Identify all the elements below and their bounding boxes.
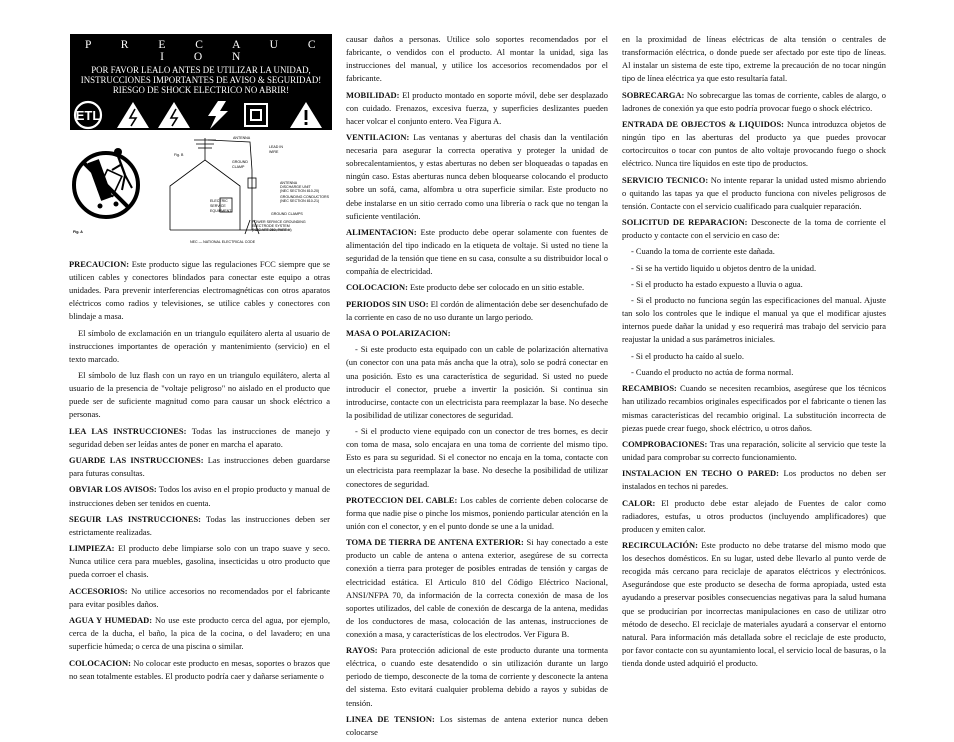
section-heading: PERIODOS SIN USO: [346, 298, 429, 309]
paragraph-text: en la proximidad de líneas eléctricas de alta tensión o centrales de transformación eléctrica, o donde puede ser afectado por este tipo de líneas. Al instalar un sistema de este tipo, extreme la precaución de no tocar ningún tipo de línea eléctrica ya que esto resultaría fatal. [622, 34, 886, 84]
figures-panel [70, 130, 332, 248]
section-paragraph [622, 382, 886, 434]
section-heading: PRECAUCION: [69, 259, 129, 269]
paragraph-text: causar daños a personas. Utilice solo soportes recomendados por el fabricante, o vendidos con el producto. Al montar la unidad, siga las instrucciones del manual, y utilice los accesorios recomendados por el fabricante. [346, 34, 608, 84]
caution-title: P R E C A U C I O N [84, 39, 330, 63]
section-heading: RAYOS: [346, 645, 378, 656]
section-paragraph [346, 327, 608, 340]
paragraph-text: El producto debe limpiarse solo con un trapo suave y seco. Nunca utilice cera para muebles, gasolina, insecticidas u otro producto que pueda corroer el chasis. [69, 543, 330, 580]
section-heading: AGUA Y HUMEDAD: [69, 615, 153, 626]
section-heading: OBVIAR LOS AVISOS: [69, 484, 157, 495]
paragraph-text: Desconecte de la toma de corriente el producto y contacte con el servicio en caso de: [622, 216, 886, 241]
section-paragraph [346, 644, 608, 709]
section-heading: VENTILACION: [346, 132, 410, 143]
section-heading: LEA LAS INSTRUCCIONES: [69, 425, 187, 436]
column-3 [622, 33, 886, 673]
cart-tipover-warning-figure [74, 148, 138, 217]
section-paragraph [622, 216, 886, 242]
paragraph-text: Los sistemas de antena exterior nunca deben colocarse [346, 713, 608, 737]
section-heading: RECAMBIOS: [622, 383, 677, 394]
section-paragraph [346, 713, 608, 739]
paragraph-text: - Si se ha vertido liquido u objetos dentro de la unidad. [631, 262, 817, 273]
paragraph-text: Este producto debe ser colocado en un sitio estable. [407, 282, 585, 293]
fig-b-label: Fig. B [174, 153, 184, 157]
section-heading: MOBILIDAD: [346, 89, 400, 100]
paragraph-text: Todas las instrucciones de manejo y seguridad deben ser leídas antes de poner en marcha el aparato. [69, 425, 331, 449]
section-paragraph [622, 539, 886, 670]
label-ground: GROUND [232, 160, 248, 164]
body-paragraph [622, 294, 886, 346]
section-heading: TOMA DE TIERRA DE ANTENA EXTERIOR: [346, 537, 524, 548]
paragraph-text: Todos los aviso en el propio producto y manual de instrucciones deben ser tenidos en cuenta. [69, 484, 330, 508]
section-paragraph [622, 438, 886, 464]
paragraph-text: Este producto debe operar solamente con fuentes de alimentación del tipo indicado en la etiqueta de voltaje. Si usted no tiene la seguridad de la tensión que tiene en su casa, consulte a su distribuidor local o compañía de electricidad. [346, 226, 608, 277]
paragraph-text: Nunca introduzca objetos de ningún tipo en las aberturas del producto ya que puedes provocar cortocircuitos o tocar con puntos de alto voltaje provocando fuego o shock eléctrico. Nunca tire líquidos en este tipo de productos. [622, 118, 886, 169]
label-nec-art: (NEC ART 250, PART H) [252, 228, 292, 232]
section-paragraph [346, 536, 608, 641]
body-paragraph [622, 262, 886, 275]
section-paragraph [346, 226, 608, 278]
body-paragraph [346, 425, 608, 490]
svg-text:ETL: ETL [75, 108, 101, 123]
paragraph-text: Para protección adicional de este producto durante una tormenta eléctrica, o cuando este desatendido o sin utilización durante un largo periodo de tiempo, desconecte de la toma de corriente y desconecte la antena del sistema. Esto evitará cualquier problema debido a rayos y subidas de tensión. [346, 645, 608, 708]
section-paragraph [69, 542, 330, 581]
body-paragraph [69, 327, 330, 366]
section-heading: LIMPIEZA: [69, 543, 115, 554]
paragraph-text: Los productos no deben ser instalados en techos ni paredes. [622, 468, 886, 492]
section-paragraph [69, 585, 330, 611]
section-paragraph [622, 118, 886, 170]
section-paragraph [69, 513, 330, 539]
paragraph-text: - Si el producto ha caído al suelo. [631, 350, 744, 361]
section-paragraph [346, 494, 608, 533]
fig-a-label: Fig. A [73, 230, 83, 234]
label-ground-clamps: GROUND CLAMPS [271, 212, 303, 216]
body-paragraph [622, 278, 886, 291]
body-paragraph [622, 350, 886, 363]
lightning-warning-icon [117, 102, 149, 128]
section-heading: GUARDE LAS INSTRUCCIONES: [69, 455, 204, 466]
lightning-warning-icon-2 [158, 102, 190, 128]
paragraph-text: No utilice accesorios no recomendados por el fabricante para evitar posibles daños. [69, 585, 330, 609]
section-heading: SOLICITUD DE REPARACION: [622, 216, 748, 227]
caution-line-3: RIESGO DE SHOCK ELECTRICO NO ABRIR! [112, 85, 290, 96]
section-paragraph [346, 281, 608, 294]
paragraph-text: Todas las instrucciones deben ser estrictamente realizadas. [69, 513, 330, 537]
section-paragraph [69, 425, 330, 451]
paragraph-text: No intente reparar la unidad usted mismo abriendo o quitando las tapas ya que el producto funciona con niveles peligrosos de tensión. Contacte con el servicio cualificado para cualquier reparación. [622, 174, 886, 211]
section-paragraph [622, 174, 886, 213]
exclamation-warning-icon [290, 102, 322, 128]
paragraph-text: - Si el producto viene equipado con un conector de tres bornes, es decir con toma de masa, solo encajara en una toma de corriente del mismo tipo. Esto es para su seguridad. Si el conector no encaja en la toma, contacte con un electricista para reemplazar la base. No deseche la posibilidad de utilizar conectores de seguridad. [346, 426, 608, 489]
section-paragraph [622, 89, 886, 115]
column-2 [346, 33, 608, 742]
section-paragraph [69, 614, 330, 653]
section-heading: ACCESORIOS: [69, 585, 128, 596]
section-paragraph [69, 454, 330, 480]
paragraph-text: Este producto no debe tratarse del mismo modo que los desechos domésticos. En su lugar, usted debe llevarlo al punto verde de recogida más cercano para reciclaje de aparatos eléctricos y electrónicos. Asegurándose que este producto se desecha de forma apropiada, usted esta ayudando a preservar posibles consecuencias negativas para la salud humana que se producirían por incorrectas manipulaciones en caso de utilizar otro método de desecho. El reciclaje de materiales ayudará a conservar el entorno natural. Para información más detallada sobre el reciclaje de este producto, por favor contacte con su ayuntamiento local, el servicio local de basuras, o la tienda donde usted adquirió el producto. [622, 540, 886, 668]
double-insulation-icon [245, 104, 267, 126]
paragraph-text: No use este producto cerca del agua, por ejemplo, cerca de la ducha, el baño, la pica de la cocina, o del lavadero; en una superficie húmeda; o cerca de una piscina o similar. [69, 615, 330, 652]
body-paragraph [622, 366, 886, 379]
section-paragraph [346, 131, 608, 223]
caution-banner [70, 34, 332, 98]
section-heading: COMPROBACIONES: [622, 438, 708, 449]
section-heading: MASA O POLARIZACION: [346, 328, 451, 339]
paragraph-text: Cuando se necesiten recambios, asegúrese que los técnicos han utilizado recambios originales especificados por el fabricante o tienen las mismas características del recambio original. La substitución incorrecta de piezas puede crear fuego, shock eléctrico, u otros daños. [622, 383, 886, 433]
section-paragraph [622, 467, 886, 493]
section-heading: RECIRCULACIÓN: [622, 540, 698, 551]
label-clamp: CLAMP [232, 165, 245, 169]
safety-symbols-strip [70, 98, 332, 132]
paragraph-text: Este producto sigue las regulaciones FCC siempre que se utilicen cables y conectores blindados para conectar este equipo a otras unidades. Para prevenir interferencias electromagnéticas con otros aparatos eléctricos como radios y televisiones, se utilice cables y conectores con blindaje a masa. [69, 259, 330, 322]
caution-line-1: POR FAVOR LEALO ANTES DE UTILIZAR LA UNIDAD, [91, 65, 311, 75]
label-power-service: POWER SERVICE GROUNDING [252, 220, 306, 224]
section-paragraph [69, 657, 330, 683]
section-heading: ALIMENTACION: [346, 226, 417, 237]
paragraph-text: - Si el producto ha estado expuesto a lluvia o agua. [631, 278, 803, 289]
label-antenna-discharge: ANTENNA [280, 181, 298, 185]
label-nec-810-20: (NEC SECTION 810-20) [280, 189, 320, 193]
section-heading: SOBRECARGA: [622, 89, 685, 100]
paragraph-text: No colocar este producto en mesas, soportes o brazos que no sean totalmente estables. El producto podría caer y dañarse seriamente o [69, 657, 330, 681]
section-paragraph [69, 483, 330, 509]
lightning-bolt-icon [208, 101, 228, 129]
label-equipment: EQUIPMENT [210, 209, 232, 213]
etl-listed-icon [75, 102, 101, 128]
paragraph-text: El símbolo de exclamación en un triangulo equilátero alerta al usuario de instrucciones importantes de operación y mantenimiento (servicio) en el texto marcado. [69, 327, 330, 364]
section-heading: LINEA DE TENSION: [346, 713, 435, 724]
section-paragraph [622, 497, 886, 536]
paragraph-text: - Cuando el producto no actúa de forma normal. [631, 367, 794, 378]
paragraph-text: Tras una reparación, solicite al servicio que teste la unidad para comprobar su correcto funcionamiento. [622, 438, 886, 462]
paragraph-text: El producto debe estar alejado de Fuentes de calor como radiadores, estufas, u otros productos (incluyendo amplificadores) que producen y emiten calor. [622, 497, 886, 534]
body-paragraph [69, 369, 330, 421]
label-service: SERVICE [210, 204, 226, 208]
section-paragraph [69, 258, 330, 323]
section-heading: SERVICIO TECNICO: [622, 174, 709, 185]
paragraph-text: - Si este producto esta equipado con un cable de polarización alternativa (un conector con una pata más ancha que la otra), solo se podrá conectar en una posición. Esto es una característica de seguridad. Si usted no puede introducir el conector, pruebe a invertir la posición. Si continua sin introducirse, contacte con un electricista para reemplazar la base. No deseche la posibilidad de utilizar conectores de seguridad. [346, 344, 608, 420]
body-paragraph [622, 245, 886, 258]
paragraph-text: - Si el producto no funciona según las especificaciones del manual. Ajuste tan solo los controles que le indique el manual ya que el modificar ajustes internos puede dañar la unidad y eso requerirá mas trabajo del servicio para reajustar la unidad a sus parámetros iniciales. [622, 295, 886, 345]
paragraph-text: Las instrucciones deben guardarse para futuras consultas. [69, 455, 330, 479]
section-heading: SEGUIR LAS INSTRUCCIONES: [69, 513, 201, 524]
section-heading: PROTECCION DEL CABLE: [346, 494, 458, 505]
section-paragraph [346, 298, 608, 324]
body-paragraph [346, 343, 608, 422]
label-electrode: ELECTRODE SYSTEM [252, 224, 290, 228]
section-paragraph [346, 89, 608, 128]
label-electric: ELECTRIC [210, 199, 228, 203]
paragraph-text: El cordón de alimentación debe ser desenchufado de la corriente en caso de no uso durante un largo periodo. [346, 298, 608, 322]
section-heading: ENTRADA DE OBJECTOS & LIQUIDOS: [622, 118, 784, 129]
paragraph-text: El símbolo de luz flash con un rayo en un triangulo equilátero, alerta al usuario de la presencia de "voltaje peligroso" no aislado en el producto que puede ser de suficiente magnitud como para causar un shock eléctrico a personas. [69, 370, 330, 420]
section-heading: COLOCACION: [69, 657, 131, 668]
label-nec: NEC — NATIONAL ELECTRICAL CODE [190, 240, 256, 244]
paragraph-text: Si hay conectado a este producto un cable de antena o antena exterior, asegúrese de su correcta conexión a tierra para proteger de posibles entradas de tensión y cargas de electricidad estática. El Articulo 810 del Código Eléctrico Nacional, ANSI/NFPA 70, da información de la correcta conexión de masa de los soportes utilizados, del cable de conexión de descarga de la antena, medidas de los conductores de masa, colocación de las antenas, instrucciones de conexión a masa, y características de los electrodos. Ver Figura B. [346, 537, 608, 639]
label-discharge-unit: DISCHARGE UNIT [280, 185, 311, 189]
body-paragraph [346, 33, 608, 85]
section-heading: INSTALACION EN TECHO O PARED: [622, 468, 779, 479]
paragraph-text: El producto montado en soporte móvil, debe ser desplazado con cuidado. Frenazos, excesiva fuerza, y superficies deslizantes pueden hacer volcar el conjunto entero. Vea Figura A. [346, 89, 608, 126]
label-antenna: ANTENNA [233, 136, 251, 140]
caution-subtitle [70, 65, 332, 96]
label-grounding-conductors: GROUNDING CONDUCTORS [280, 195, 330, 199]
paragraph-text: - Cuando la toma de corriente este dañada. [631, 246, 775, 257]
caution-line-2: INSTRUCCIONES IMPORTANTES DE AVISO & SEGURIDAD! [80, 75, 322, 86]
paragraph-text: Las ventanas y aberturas del chasis dan la ventilación necesaria para asegurar la correcta operativa y proteger la unidad de sobrecalentamientos, y estas aberturas no deben ser bloqueadas o tapadas en ningún caso. Estas aberturas nunca deben bloquearse colocando el producto sobre un sofá, cama, alfombra u otra superficie similar. Este producto no debe instalarse en un sitio cerrado como una librería o rack que no tengan la suficiente ventilación. [346, 132, 608, 221]
label-lead-in: LEAD IN [269, 145, 283, 149]
column-1 [69, 258, 330, 686]
paragraph-text: No sobrecargue las tomas de corriente, cables de alargo, o ladrones de conexión ya que esto podría provocar fuego o shock eléctrico. [622, 89, 886, 113]
label-nec-810-21: (NEC SECTION 810-21) [280, 199, 320, 203]
paragraph-text: Los cables de corriente deben colocarse de forma que nadie pise o pinche los mismos, poniendo particular atención en la unión con el conector, y en el punto donde se une a la unidad. [346, 494, 608, 531]
section-heading: COLOCACION: [346, 282, 408, 293]
section-heading: CALOR: [622, 497, 656, 508]
label-wire: WIRE [269, 150, 279, 154]
body-paragraph [622, 33, 886, 85]
